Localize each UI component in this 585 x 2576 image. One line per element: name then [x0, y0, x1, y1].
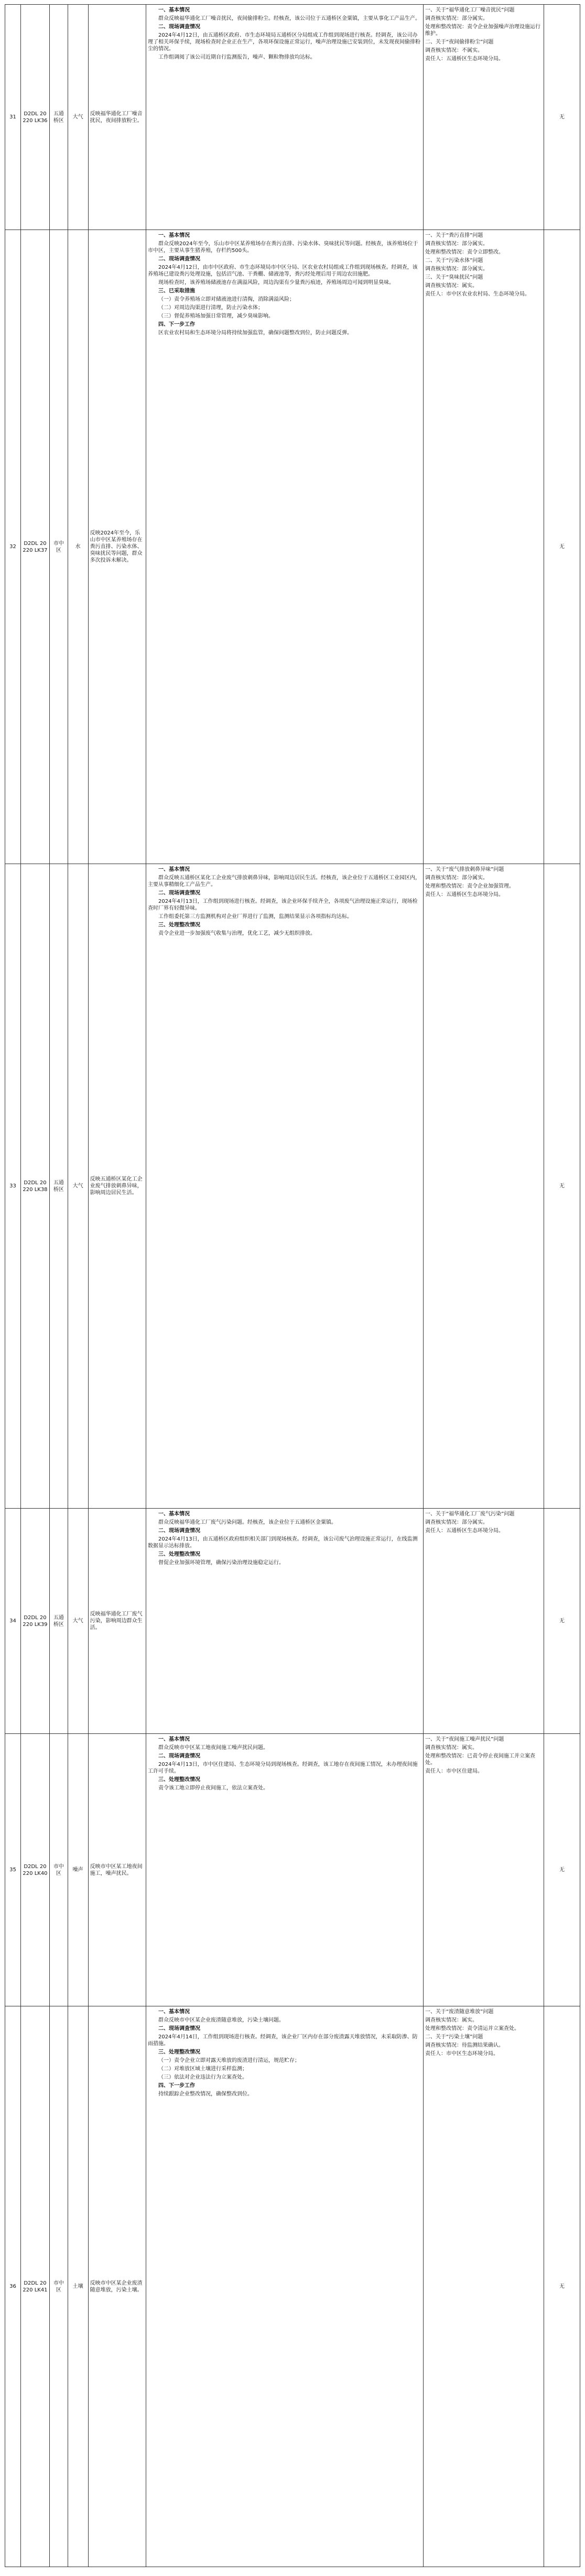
paragraph: 群众反映五通桥区某化工企业废气排放刺鼻异味，影响周边居民生活。经核查，该企业位于五通桥区工业园区内，主要从事精细化工产品生产。: [148, 875, 421, 888]
pollution-type: 大气: [68, 5, 88, 230]
result-line: 调查核实情况：属实。: [425, 2017, 478, 2023]
paragraph: 2024年4月13日，工作组到现场进行核查。经调查，该企业环保手续齐全，各项废气治理设施正常运行，现场检查时厂界有轻微异味。: [148, 899, 418, 911]
section-heading: 二、现场调查情况: [158, 890, 201, 896]
complaint-summary: 反映市中区某工地夜间施工，噪声扰民。: [88, 1734, 146, 2006]
row-number: 34: [5, 1509, 21, 1734]
handling-result: [423, 5, 544, 230]
paragraph: 责令该工地立即停止夜间施工，依法立案查处。: [158, 1785, 269, 1791]
area: 市中区: [50, 230, 68, 864]
handling-result: [423, 864, 544, 1509]
result-line: 调查核实情况：属实。: [425, 1745, 478, 1751]
result-line: 处理和整改情况：责令企业加强管理。: [425, 883, 514, 889]
area: 五通桥区: [50, 864, 68, 1509]
section-heading: 三、处理整改情况: [158, 922, 201, 928]
result-line: 一、关于“福华通化工厂噪音扰民”问题: [425, 7, 515, 13]
result-line: 调查核实情况：部分属实。: [425, 1520, 488, 1525]
result-line: 处理和整改情况：责令立即整改。: [425, 249, 504, 255]
result-line: 处理和整改情况：责令企业加强噪声治理设施运行维护。: [425, 24, 540, 37]
section-heading: 一、基本情况: [158, 1511, 190, 1517]
paragraph: 持续跟踪企业整改情况，确保整改到位。: [158, 2091, 253, 2097]
paragraph: （一）责令企业立即对露天堆放的废渣进行清运，规范贮存；: [158, 2058, 300, 2064]
result-line: 责任人：五通桥区生态环境分局。: [425, 1528, 504, 1534]
paragraph: （二）对堆放区域土壤进行采样监测；: [158, 2066, 248, 2072]
paragraph: （二）对周边沟渠进行清理，防止污染水体；: [158, 305, 264, 311]
paragraph: 2024年4月13日，市中区住建局、生态环境分局到现场核查。经调查，该工地存在夜间施工情况，未办理夜间施工许可手续。: [148, 1762, 418, 1774]
handling-result: [423, 2006, 544, 2567]
section-heading: 二、现场调查情况: [158, 256, 201, 262]
pollution-type: 土壤: [68, 2006, 88, 2567]
section-heading: 二、现场调查情况: [158, 1528, 201, 1534]
investigation-detail: [146, 864, 424, 1509]
area: 市中区: [50, 1734, 68, 2006]
table-row: [5, 5, 580, 230]
result-line: 调查核实情况：部分属实。: [425, 16, 488, 21]
row-number: 31: [5, 5, 21, 230]
paragraph: 群众反映福华通化工厂噪音扰民，夜间偷排粉尘。经核查，该公司位于五通桥区金粟镇，主要从事化工产品生产。: [158, 16, 421, 21]
section-heading: 三、已采取措施: [158, 288, 196, 294]
case-code: D2DL 20220 LK41: [20, 2006, 49, 2567]
paragraph: 2024年4月12日，由五通桥区政府、市生态环境局五通桥区分局组成工作组到现场进行核查。经调查，该公司办理了相关环保手续，现场检查时企业正在生产，各项环保设施正常运行，噪声治理设施已安装到位，未发现夜间偷排粉尘的情况。: [148, 32, 421, 52]
section-heading: 二、现场调查情况: [158, 1753, 201, 1759]
complaint-table: [5, 4, 580, 2567]
accountability: 无: [544, 5, 580, 230]
row-number: 35: [5, 1734, 21, 2006]
table-row: [5, 2006, 580, 2567]
section-heading: 一、基本情况: [158, 867, 190, 872]
section-heading: 四、下一步工作: [158, 322, 196, 328]
paragraph: 责令企业进一步加强废气收集与治理，优化工艺，减少无组织排放。: [158, 931, 316, 936]
section-heading: 四、下一步工作: [158, 2083, 196, 2089]
accountability: 无: [544, 1734, 580, 2006]
section-heading: 一、基本情况: [158, 1737, 190, 1742]
result-line: 调查核实情况：部分属实。: [425, 241, 488, 247]
section-heading: 三、处理整改情况: [158, 1552, 201, 1557]
row-number: 33: [5, 864, 21, 1509]
investigation-detail: [146, 1509, 424, 1734]
handling-result: [423, 1509, 544, 1734]
paragraph: 现场检查时，该养殖场储液池存在满溢风险，周边沟渠有少量粪污痕迹，养殖场周边可闻到明显臭味。: [158, 280, 395, 286]
result-line: 责任人：市中区住建局。: [425, 1769, 483, 1774]
paragraph: 群众反映市中区某企业废渣随意堆放，污染土壤问题。: [158, 2017, 285, 2023]
paragraph: 群众反映市中区某工地夜间施工噪声扰民问题。: [158, 1745, 269, 1751]
result-line: 二、关于“污染土壤”问题: [425, 2034, 483, 2040]
case-code: D2DL 20220 LK39: [20, 1509, 49, 1734]
result-line: 责任人：市中区农业农村局、生态环境分局。: [425, 291, 530, 297]
table-row: [5, 864, 580, 1509]
result-line: 调查核实情况：待监测结果确认。: [425, 2043, 504, 2048]
result-line: 三、关于“臭味扰民”问题: [425, 275, 483, 280]
result-line: 二、关于“污染水体”问题: [425, 258, 483, 264]
table-body: [5, 5, 580, 2567]
investigation-detail: [146, 5, 424, 230]
row-number: 36: [5, 2006, 21, 2567]
result-line: 责任人：市中区生态环境分局。: [425, 2051, 499, 2057]
complaint-summary: 反映市中区某企业废渣随意堆放，污染土壤。: [88, 2006, 146, 2567]
result-line: 一、关于“废气排放刺鼻异味”问题: [425, 867, 504, 872]
accountability: 无: [544, 864, 580, 1509]
area: 市中区: [50, 2006, 68, 2567]
section-heading: 一、基本情况: [158, 2009, 190, 2015]
case-code: D2DL 20220 LK37: [20, 230, 49, 864]
pollution-type: 水: [68, 230, 88, 864]
section-heading: 一、基本情况: [158, 7, 190, 13]
result-line: 调查核实情况：部分属实。: [425, 266, 488, 272]
result-line: 处理和整改情况：已责令停止夜间施工并立案查处。: [425, 1753, 535, 1766]
paragraph: （三）督促养殖场加强日常管理，减少臭味影响。: [158, 313, 274, 319]
result-line: 一、关于“夜间施工噪声扰民”问题: [425, 1737, 504, 1742]
section-heading: 二、现场调查情况: [158, 2026, 201, 2032]
area: 五通桥区: [50, 1509, 68, 1734]
table-row: [5, 230, 580, 864]
paragraph: 工作组委托第三方监测机构对企业厂界进行了监测，监测结果显示各项指标均达标。: [158, 914, 353, 920]
row-number: 32: [5, 230, 21, 864]
case-code: D2DL 20220 LK38: [20, 864, 49, 1509]
section-heading: 一、基本情况: [158, 233, 190, 238]
paragraph: 2024年4月13日，由五通桥区政府组织相关部门到现场核查。经调查，该公司废气治理设施正常运行，在线监测数据显示达标排放。: [148, 1536, 418, 1549]
result-line: 调查核实情况：部分属实。: [425, 875, 488, 881]
result-line: 责任人：五通桥区生态环境分局。: [425, 56, 504, 62]
pollution-type: 大气: [68, 864, 88, 1509]
paragraph: 督促企业加强环境管理，确保污染治理设施稳定运行。: [158, 1560, 285, 1566]
section-heading: 三、处理整改情况: [158, 2049, 201, 2055]
section-heading: 二、现场调查情况: [158, 24, 201, 30]
accountability: 无: [544, 230, 580, 864]
complaint-summary: 反映福华通化工厂废气污染，影响周边群众生活。: [88, 1509, 146, 1734]
handling-result: [423, 230, 544, 864]
paragraph: 2024年4月12日，由市中区政府、市生态环境局市中区分局、区农业农村局组成工作组到现场核查。经调查，该养殖场已建设粪污处理设施，包括沼气池、干粪棚、储液池等，粪污经处理后用于周边农田施肥。: [148, 265, 418, 277]
paragraph: 群众反映福华通化工厂废气污染问题。经核查，该企业位于五通桥区金粟镇。: [158, 1520, 337, 1525]
section-heading: 三、处理整改情况: [158, 1777, 201, 1783]
paragraph: 工作组调阅了该公司近期自行监测报告，噪声、颗粒物排放均达标。: [158, 54, 316, 60]
case-code: D2DL 20220 LK36: [20, 5, 49, 230]
paragraph: （一）责令养殖场立即对储液池进行清掏，消除满溢风险；: [158, 297, 295, 302]
case-code: D2DL 20220 LK40: [20, 1734, 49, 2006]
paragraph: 群众反映2024年至今，乐山市中区某养殖场存在粪污直排、污染水体、臭味扰民等问题。经核查，该养殖场位于市中区，主要从事生猪养殖，存栏约500头。: [148, 241, 418, 254]
result-line: 责任人：五通桥区生态环境分局。: [425, 892, 504, 898]
complaint-summary: 反映五通桥区某化工企业废气排放刺鼻异味，影响周边居民生活。: [88, 864, 146, 1509]
complaint-summary: 反映2024年至今，乐山市中区某养殖场存在粪污直排、污染水体、臭味扰民等问题，群众多次投诉未解决。: [88, 230, 146, 864]
accountability: 无: [544, 1509, 580, 1734]
investigation-detail: [146, 230, 424, 864]
result-line: 一、关于“福华通化工厂废气污染”问题: [425, 1511, 515, 1517]
accountability: 无: [544, 2006, 580, 2567]
result-line: 处理和整改情况：责令清运并立案查处。: [425, 2026, 519, 2032]
paragraph: 区农业农村局和生态环境分局将持续加强监管，确保问题整改到位，防止问题反弹。: [158, 330, 353, 336]
area: 五通桥区: [50, 5, 68, 230]
result-line: 一、关于“废渣随意堆放”问题: [425, 2009, 494, 2015]
pollution-type: 噪声: [68, 1734, 88, 2006]
paragraph: （三）依法对企业违法行为立案查处。: [158, 2075, 248, 2080]
paragraph: 2024年4月14日，工作组到现场进行核查。经调查，该企业厂区内存在部分废渣露天堆放情况，未采取防渗、防雨措施。: [148, 2034, 418, 2047]
table-row: [5, 1509, 580, 1734]
investigation-detail: [146, 1734, 424, 2006]
investigation-detail: [146, 2006, 424, 2567]
result-line: 二、关于“夜间偷排粉尘”问题: [425, 39, 494, 45]
result-line: 一、关于“粪污直排”问题: [425, 233, 483, 238]
result-line: 调查核实情况：不属实。: [425, 48, 483, 53]
complaint-summary: 反映福华通化工厂噪音扰民，夜间排放粉尘。: [88, 5, 146, 230]
handling-result: [423, 1734, 544, 2006]
pollution-type: 大气: [68, 1509, 88, 1734]
table-row: [5, 1734, 580, 2006]
result-line: 调查核实情况：属实。: [425, 283, 478, 289]
